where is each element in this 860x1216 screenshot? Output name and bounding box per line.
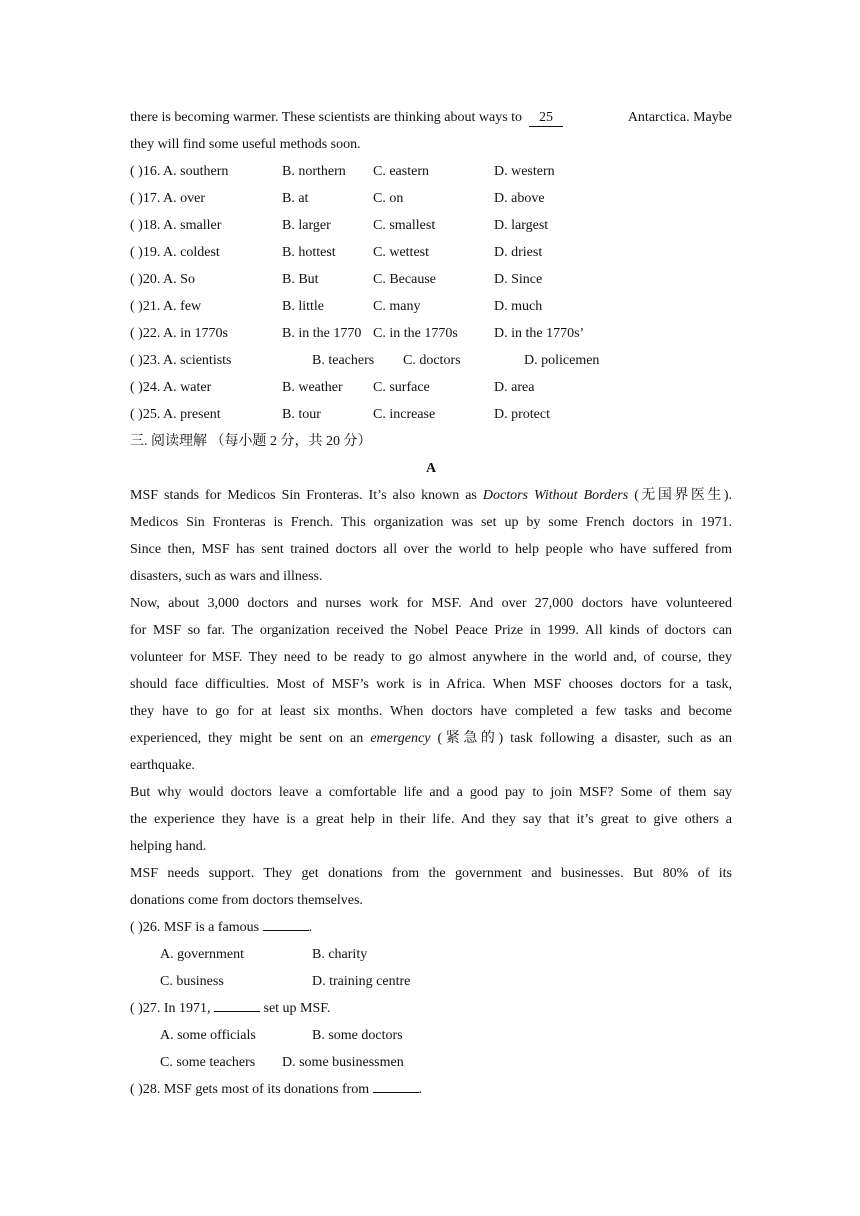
question-option-a: ( )22. A. in 1770s (130, 326, 228, 341)
passage-text: experienced, they might be sent on an (130, 731, 364, 746)
question-26: ( )26. MSF is a famous . (130, 920, 313, 935)
question-option-c: C. surface (373, 380, 430, 395)
question-option-a: ( )20. A. So (130, 272, 195, 287)
question-option-b: B. hottest (282, 245, 336, 260)
cloze-line-1 (130, 108, 732, 128)
question-option-c: C. doctors (403, 353, 461, 368)
question-stem: ( )27. In 1971, (130, 1001, 211, 1016)
question-option-b: B. larger (282, 218, 331, 233)
question-option-b: B. northern (282, 164, 346, 179)
passage-line: earthquake. (130, 758, 195, 773)
question-option-c: C. Because (373, 272, 436, 287)
question-option-b: B. But (282, 272, 319, 287)
question-option-a: ( )17. A. over (130, 191, 206, 206)
question-stem: ( )28. MSF gets most of its donations from (130, 1082, 370, 1097)
passage-line: Now, about 3,000 doctors and nurses work for MSF. And over 27,000 doctors have volunteered (130, 596, 732, 611)
question-option-a: ( )23. A. scientists (130, 353, 232, 368)
question-28: ( )28. MSF gets most of its donations from . (130, 1082, 423, 1097)
option-b: B. charity (312, 947, 368, 962)
question-option-d: D. above (494, 191, 545, 206)
question-option-d: D. Since (494, 272, 543, 287)
passage-line: the experience they have is a great help in their life. And they say that it’s great to give others a (130, 812, 732, 827)
passage-line: helping hand. (130, 839, 207, 854)
question-option-c: C. smallest (373, 218, 436, 233)
passage-line: Medicos Sin Fronteras is French. This organization was set up by some French doctors in 1971. (130, 515, 732, 530)
option-a: A. government (160, 947, 244, 962)
question-option-a: ( )24. A. water (130, 380, 212, 395)
blank-25: 25 (529, 110, 563, 127)
question-27 (130, 999, 732, 1019)
question-option-d: D. area (494, 380, 535, 395)
question-option-b: B. teachers (312, 353, 375, 368)
question-option-d: D. driest (494, 245, 543, 260)
answer-blank (373, 1092, 419, 1093)
question-stem: ( )26. MSF is a famous (130, 920, 260, 935)
passage-text: (紧急的) task following a disaster, such as an (437, 731, 733, 746)
cloze-line-2: they will find some useful methods soon. (130, 137, 361, 152)
passage-line: they have to go for at least six months. When doctors have completed a few tasks and become (130, 704, 732, 719)
passage-line: should face difficulties. Most of MSF’s work is in Africa. When MSF chooses doctors for a task, (130, 677, 732, 692)
question-option-b: B. little (282, 299, 324, 314)
question-option-a: ( )21. A. few (130, 299, 202, 314)
option-d: D. training centre (312, 974, 411, 989)
option-d: D. some businessmen (282, 1055, 404, 1070)
passage-line (130, 486, 732, 506)
question-option-a: ( )25. A. present (130, 407, 221, 422)
option-a: A. some officials (160, 1028, 256, 1043)
passage-italic: emergency (370, 731, 431, 746)
question-option-b: B. weather (282, 380, 343, 395)
question-option-c: C. wettest (373, 245, 429, 260)
passage-line: volunteer for MSF. They need to be ready to go almost anywhere in the world and, of course, they (130, 650, 732, 665)
question-option-b: B. in the 1770 (282, 326, 362, 341)
passage-text: MSF stands for Medicos Sin Fronteras. It’s also known as (130, 488, 477, 503)
question-option-c: C. in the 1770s (373, 326, 458, 341)
cloze-text: there is becoming warmer. These scientists are thinking about ways to (130, 110, 523, 125)
question-option-d: D. protect (494, 407, 550, 422)
answer-blank (214, 1011, 260, 1012)
question-option-b: B. tour (282, 407, 321, 422)
question-option-a: ( )19. A. coldest (130, 245, 220, 260)
question-option-b: B. at (282, 191, 309, 206)
cloze-text: Antarctica. Maybe (627, 110, 732, 125)
question-option-c: C. eastern (373, 164, 429, 179)
passage-italic: Doctors Without Borders (482, 488, 629, 503)
passage-line: donations come from doctors themselves. (130, 893, 363, 908)
question-option-d: D. largest (494, 218, 549, 233)
passage-text: (无国界医生). (634, 488, 733, 503)
question-option-c: C. many (373, 299, 421, 314)
question-option-c: C. on (373, 191, 404, 206)
question-option-c: C. increase (373, 407, 436, 422)
passage-line: But why would doctors leave a comfortable life and a good pay to join MSF? Some of them say (130, 785, 732, 800)
passage-line (130, 729, 732, 749)
question-option-d: D. much (494, 299, 543, 314)
passage-line: MSF needs support. They get donations from the government and businesses. But 80% of its (130, 866, 732, 881)
passage-label: A (425, 461, 437, 476)
passage-line: disasters, such as wars and illness. (130, 569, 323, 584)
answer-blank (263, 930, 309, 931)
passage-line: Since then, MSF has sent trained doctors all over the world to help people who have suffered from (130, 542, 732, 557)
question-option-d: D. western (494, 164, 555, 179)
question-option-d: D. in the 1770s’ (494, 326, 585, 341)
option-b: B. some doctors (312, 1028, 403, 1043)
question-stem: set up MSF. (263, 1001, 331, 1016)
option-c: C. some teachers (160, 1055, 256, 1070)
passage-line: for MSF so far. The organization received the Nobel Peace Prize in 1999. All kinds of doctors can (130, 623, 732, 638)
question-option-d: D. policemen (524, 353, 600, 368)
option-c: C. business (160, 974, 224, 989)
question-option-a: ( )18. A. smaller (130, 218, 222, 233)
section-heading: 三. 阅读理解 （每小题 2 分，共 20 分） (130, 434, 372, 449)
question-option-a: ( )16. A. southern (130, 164, 229, 179)
